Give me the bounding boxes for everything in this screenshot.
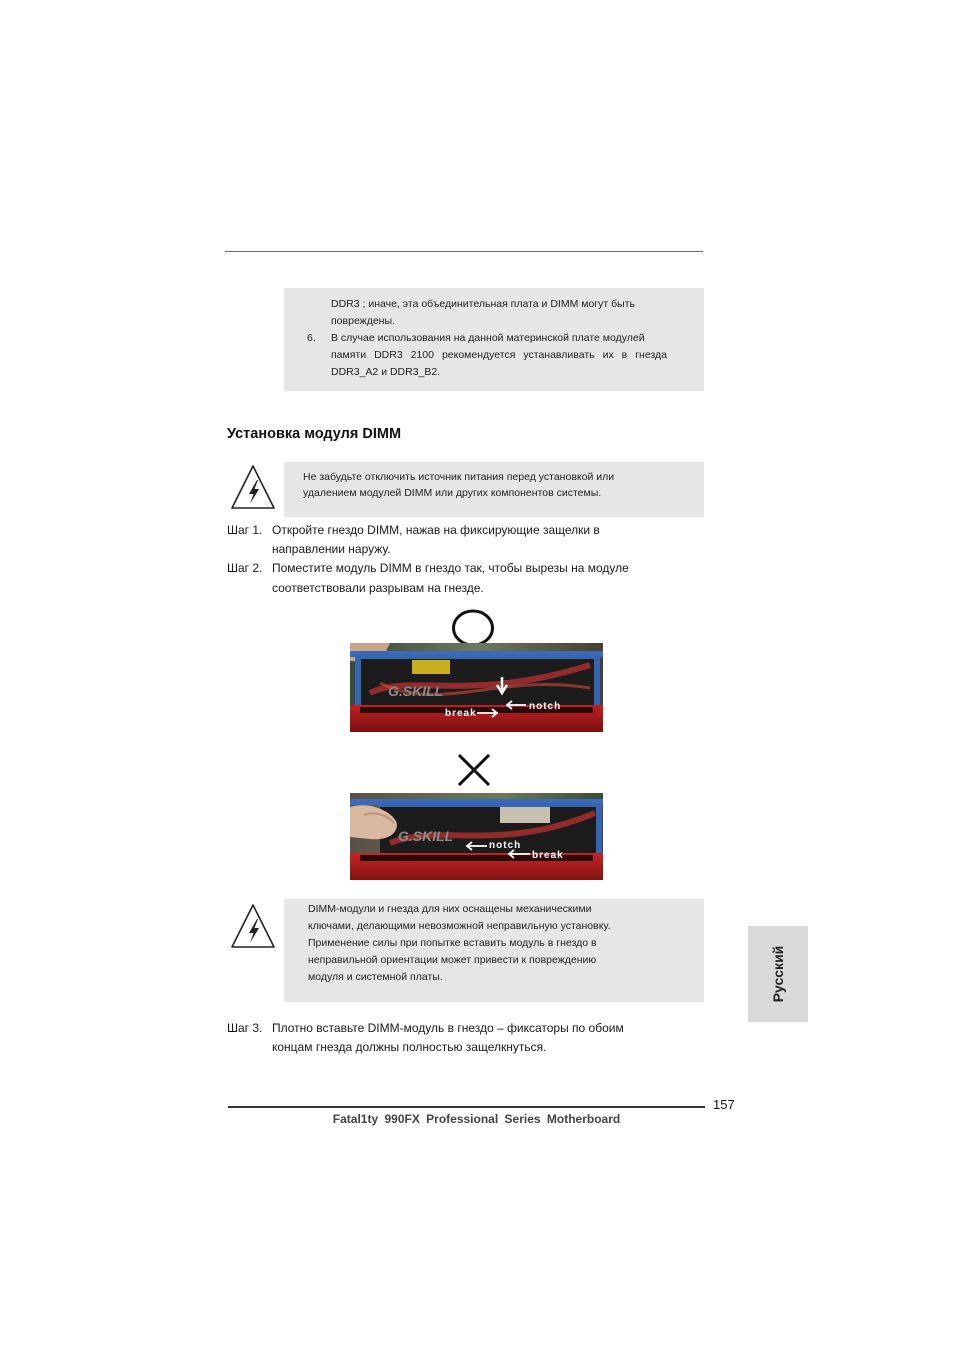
warning-box [284, 899, 704, 1002]
step-text: Поместите модуль DIMM в гнездо так, чтобы вырезы на модуле [272, 561, 629, 575]
note-line: DDR3_A2 и DDR3_B2. [331, 366, 441, 378]
step-label: Шаг 1. [227, 523, 263, 537]
dimm-photo-wrong [350, 793, 603, 880]
top-rule [225, 251, 703, 252]
warning-line: Применение силы при попытке вставить модуль в гнездо в [308, 937, 597, 949]
note-item-number: 6. [307, 332, 316, 344]
circle-icon [451, 608, 495, 648]
notch-label: notch [489, 840, 522, 851]
notch-label: notch [529, 701, 562, 712]
footer-title: Fatal1ty 990FX Professional Series Motherboard [332, 1112, 621, 1126]
dimm-photo-correct [350, 643, 603, 732]
note-line: В случае использования на данной материнской плате модулей [331, 332, 645, 344]
note-line: DDR3 ; иначе, эта объединительная плата и DIMM могут быть [331, 298, 635, 310]
warning-box [284, 462, 704, 517]
break-label: break [532, 850, 564, 861]
warning-line: модуля и системной платы. [308, 971, 443, 983]
module-brand-label: G.SKILL [388, 683, 444, 699]
warning-line: Не забудьте отключить источник питания перед установкой или [303, 471, 615, 483]
step-text: Плотно вставьте DIMM-модуль в гнездо – фиксаторы по обоим [272, 1021, 624, 1035]
step-text: соответствовали разрывам на гнезде. [272, 581, 484, 595]
note-line: повреждены. [331, 315, 395, 327]
module-brand-label: G.SKILL [398, 828, 454, 844]
warning-line: удалением модулей DIMM или других компонентов системы. [303, 487, 602, 499]
step-label: Шаг 3. [227, 1021, 263, 1035]
step-text: концам гнезда должны полностью защелкнуться. [272, 1040, 547, 1054]
warning-triangle-icon [230, 463, 276, 511]
bottom-rule [228, 1106, 705, 1108]
language-tab [748, 926, 808, 1022]
note-box [284, 288, 704, 391]
step-text: Откройте гнездо DIMM, нажав на фиксирующие защелки в [272, 523, 600, 537]
page-number: 157 [713, 1097, 735, 1112]
warning-line: неправильной ориентации может привести к повреждению [308, 954, 597, 966]
break-label: break [445, 708, 477, 719]
note-line: памяти DDR3 2100 рекомендуется устанавливать их в гнезда [331, 349, 667, 361]
section-title: Установка модуля DIMM [227, 426, 402, 442]
warning-triangle-icon [230, 902, 276, 950]
cross-icon [456, 753, 492, 787]
warning-line: DIMM-модули и гнезда для них оснащены механическими [308, 903, 592, 915]
language-tab-label: Русский [770, 945, 786, 1003]
step-label: Шаг 2. [227, 561, 263, 575]
step-text: направлении наружу. [272, 542, 391, 556]
warning-line: ключами, делающими невозможной неправильную установку. [308, 920, 611, 932]
